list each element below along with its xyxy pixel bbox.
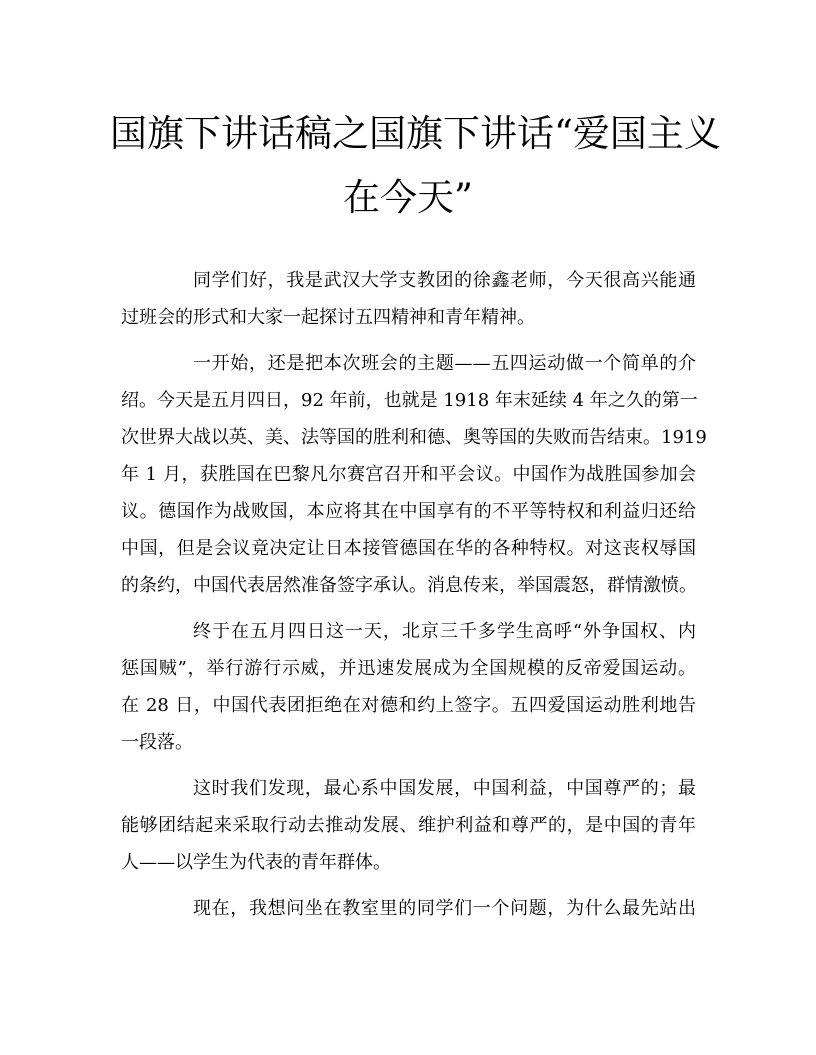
paragraph-background xyxy=(121,345,707,604)
title-line-2: 在今天” xyxy=(343,176,473,219)
paragraph-may-fourth xyxy=(121,613,696,761)
text-line: 同学们好，我是武汉大学支教团的徐鑫老师，今天很高兴能通 xyxy=(193,270,696,291)
text-line: 过班会的形式和大家一起探讨五四精神和青年精神。 xyxy=(121,307,535,328)
paragraph-greeting xyxy=(121,262,696,336)
text-line: 终于在五月四日这一天，北京三千多学生高呼“外争国权、内 xyxy=(193,621,696,642)
document-title xyxy=(110,102,721,230)
title-line-1: 国旗下讲话稿之国旗下讲话“爱国主义 xyxy=(110,112,721,155)
paragraph-youth xyxy=(121,770,696,881)
text-line: 这时我们发现，最心系中国发展，中国利益，中国尊严的；最 xyxy=(193,778,696,799)
text-line: 现在，我想问坐在教室里的同学们一个问题，为什么最先站出 xyxy=(193,898,696,919)
text-line: 年 1 月，获胜国在巴黎凡尔赛宫召开和平会议。中国作为战胜国参加会 xyxy=(121,464,696,485)
text-line: 次世界大战以英、美、法等国的胜利和德、奥等国的失败而告结束。1919 xyxy=(121,427,707,448)
text-line: 一段落。 xyxy=(121,732,193,753)
text-line: 惩国贼”，举行游行示威，并迅速发展成为全国规模的反帝爱国运动。 xyxy=(121,658,696,679)
text-line: 绍。今天是五月四日，92 年前，也就是 1918 年末延续 4 年之久的第一 xyxy=(121,390,698,411)
paragraph-question xyxy=(121,890,696,927)
text-line: 在 28 日，中国代表团拒绝在对德和约上签字。五四爱国运动胜利地告 xyxy=(121,695,696,716)
text-line: 议。德国作为战败国，本应将其在中国享有的不平等特权和利益归还给 xyxy=(121,501,696,522)
text-line: 中国，但是会议竟决定让日本接管德国在华的各种特权。对这丧权辱国 xyxy=(121,538,696,559)
text-line: 一开始，还是把本次班会的主题——五四运动做一个简单的介 xyxy=(193,353,696,374)
text-line: 能够团结起来采取行动去推动发展、维护利益和尊严的，是中国的青年 xyxy=(121,815,696,836)
text-line: 人——以学生为代表的青年群体。 xyxy=(121,852,391,873)
document-body xyxy=(121,262,707,936)
text-line: 的条约，中国代表居然准备签字承认。消息传来，举国震怒，群情激愤。 xyxy=(121,575,697,596)
